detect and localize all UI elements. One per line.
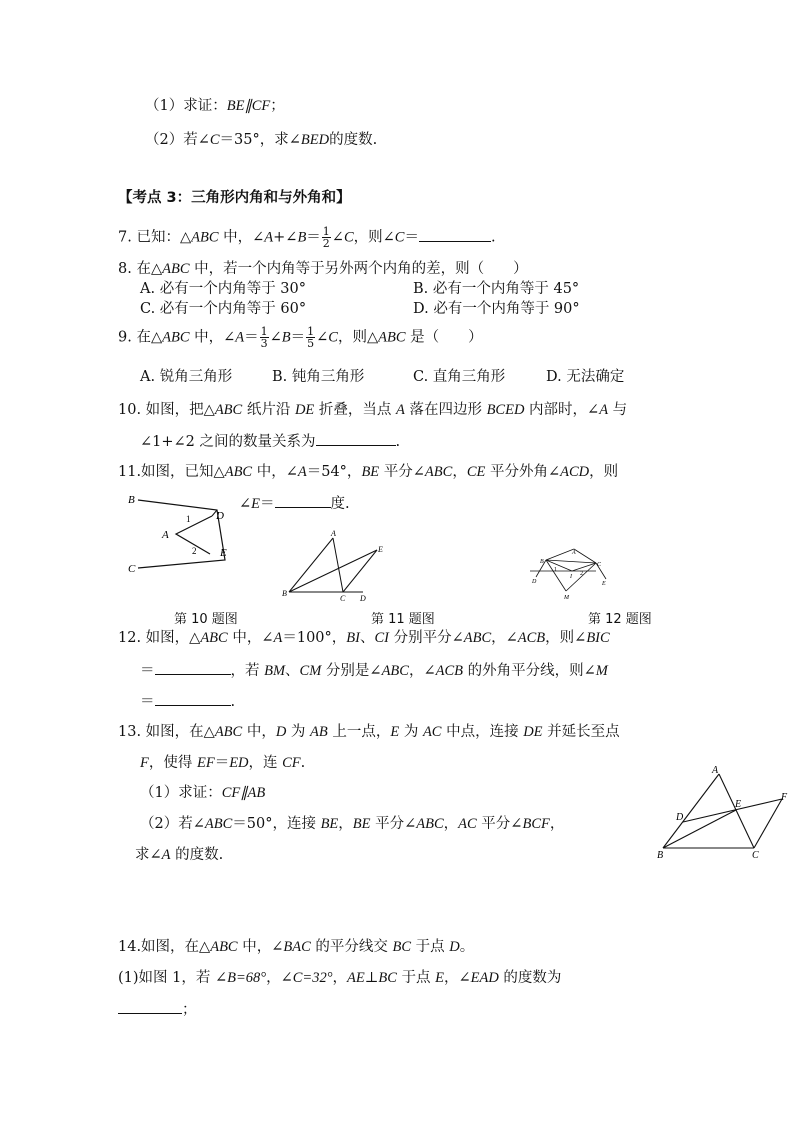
math-var: ABC bbox=[214, 724, 243, 740]
line-ce bbox=[343, 550, 377, 592]
question-10-line-1 bbox=[118, 400, 627, 420]
text: 11.如图，已知△ bbox=[118, 464, 225, 480]
text: 的外角平分线，则∠ bbox=[463, 663, 596, 679]
text: 中，∠ bbox=[237, 939, 284, 955]
text: ＝ bbox=[140, 694, 155, 710]
text: ， bbox=[338, 816, 353, 832]
text: 平分∠ bbox=[370, 816, 417, 832]
answer-blank[interactable] bbox=[275, 493, 331, 508]
label-b: B bbox=[540, 559, 544, 565]
text: 内部时，∠ bbox=[524, 402, 600, 418]
text: ＝100°， bbox=[282, 630, 347, 646]
question-12-line-1 bbox=[118, 628, 610, 648]
math-var: D bbox=[449, 939, 460, 955]
text: ，则△ bbox=[337, 329, 379, 346]
side-ab bbox=[289, 538, 333, 592]
caption-figure-12: 第 12 题图 bbox=[588, 612, 652, 627]
question-13-line-2 bbox=[140, 753, 305, 773]
text: 分别平分∠ bbox=[388, 630, 464, 646]
fraction-denominator: 3 bbox=[260, 337, 268, 350]
answer-blank[interactable] bbox=[118, 999, 182, 1014]
math-var: E bbox=[390, 724, 400, 740]
label-i: I bbox=[570, 574, 572, 580]
math-var: ABC bbox=[463, 630, 492, 646]
text: ， bbox=[443, 816, 459, 832]
math-var: BE bbox=[361, 464, 380, 480]
question-13-part-2-cont bbox=[135, 845, 223, 865]
math-var: BAC bbox=[283, 939, 311, 955]
text: 9. 在△ bbox=[118, 329, 163, 346]
text: ＝ bbox=[290, 329, 306, 346]
text: 分别是∠ bbox=[321, 663, 382, 679]
math-expr: CF∥AB bbox=[221, 785, 266, 801]
math-var: ABC bbox=[191, 229, 219, 246]
fraction-denominator: 5 bbox=[307, 337, 315, 350]
math-var: C bbox=[328, 329, 338, 346]
question-10-line-2 bbox=[140, 431, 400, 452]
fraction bbox=[322, 226, 331, 249]
math-var: ABC bbox=[214, 402, 243, 418]
question-13-line-1 bbox=[118, 722, 620, 742]
text: ⊥ bbox=[364, 970, 379, 986]
text: ＝ bbox=[260, 496, 275, 512]
text: . bbox=[300, 755, 306, 771]
question-7 bbox=[118, 226, 496, 249]
text: ，∠ bbox=[266, 970, 293, 986]
quad-outline bbox=[138, 500, 225, 568]
text: 并延长至点 bbox=[542, 724, 620, 740]
text: ＝ bbox=[404, 229, 419, 246]
question-12-line-3 bbox=[140, 691, 235, 712]
text: 中，∠ bbox=[227, 630, 274, 646]
question-13-part-1 bbox=[140, 783, 265, 803]
answer-blank[interactable] bbox=[155, 660, 231, 675]
question-8 bbox=[118, 259, 528, 279]
line-cf bbox=[754, 799, 782, 848]
question-12-line-2 bbox=[140, 660, 608, 681]
math-var: A bbox=[235, 329, 245, 346]
math-var: BC bbox=[392, 939, 412, 955]
math-var: BIC bbox=[586, 630, 610, 646]
text: 为 bbox=[399, 724, 423, 740]
text: 的度数. bbox=[170, 847, 224, 863]
text: 折叠，当点 bbox=[314, 402, 396, 418]
text: ∠ bbox=[239, 496, 252, 512]
label-e: E bbox=[602, 581, 606, 587]
math-var: ACB bbox=[435, 663, 463, 679]
text: 是（ ） bbox=[405, 329, 483, 346]
figure-10 bbox=[120, 488, 240, 578]
math-var: E bbox=[435, 970, 444, 986]
label-b: B bbox=[128, 494, 135, 506]
label-c: C bbox=[340, 594, 346, 602]
answer-blank[interactable] bbox=[419, 227, 491, 242]
text: ； bbox=[182, 1002, 197, 1018]
math-var: C bbox=[343, 229, 354, 246]
text: +∠ bbox=[273, 229, 298, 246]
question-14-line-1 bbox=[118, 937, 474, 957]
text: 10. 如图，把△ bbox=[118, 402, 215, 418]
math-var: B bbox=[297, 229, 307, 246]
math-var: ABC bbox=[210, 939, 238, 955]
text: 落在四边形 bbox=[404, 402, 487, 418]
side-ac bbox=[333, 538, 343, 592]
math-var: ABC bbox=[381, 663, 409, 679]
fraction-numerator: 1 bbox=[322, 225, 330, 238]
label-c: C bbox=[128, 563, 136, 575]
text: 上一点， bbox=[327, 724, 391, 740]
q9-option-a[interactable]: A. 锐角三角形 bbox=[140, 369, 233, 385]
label-angle-2: 2 bbox=[192, 546, 197, 556]
text: 13. 如图，在△ bbox=[118, 724, 215, 740]
math-expr: BE∥CF bbox=[226, 98, 271, 114]
text: ，若 bbox=[230, 663, 265, 679]
math-var: AE bbox=[347, 970, 365, 986]
math-var: ABC bbox=[204, 816, 233, 832]
math-var: DE bbox=[294, 402, 315, 418]
line-be bbox=[663, 810, 736, 848]
question-13-part-2 bbox=[140, 814, 564, 834]
text: ，∠ bbox=[408, 663, 436, 679]
math-var: B=68° bbox=[227, 970, 267, 986]
label-a: A bbox=[572, 550, 576, 556]
label-m: M bbox=[564, 595, 569, 601]
text: 的度数为 bbox=[498, 970, 562, 986]
text: 中，∠ bbox=[252, 464, 298, 480]
math-var: B bbox=[281, 329, 291, 346]
figure-13 bbox=[652, 762, 794, 862]
fraction-denominator: 2 bbox=[322, 237, 330, 250]
label-a: A bbox=[712, 765, 719, 776]
fraction-numerator: 1 bbox=[307, 325, 315, 338]
text: 中点，连接 bbox=[441, 724, 524, 740]
question-14-line-2 bbox=[118, 968, 561, 988]
math-var: BCED bbox=[486, 402, 525, 418]
text: . bbox=[230, 694, 236, 710]
label-d: D bbox=[216, 510, 224, 522]
text: 于点 bbox=[396, 970, 436, 986]
q8-option-d[interactable]: D. 必有一个内角等于 90° bbox=[413, 301, 580, 317]
text: ∠ bbox=[316, 329, 329, 346]
label-angle-2: 2 bbox=[580, 571, 583, 577]
line-ci bbox=[572, 563, 596, 571]
label-e: E bbox=[220, 547, 227, 559]
q9-option-c[interactable]: C. 直角三角形 bbox=[413, 369, 506, 385]
label-f: F bbox=[781, 792, 788, 803]
q9-option-d[interactable]: D. 无法确定 bbox=[546, 369, 625, 385]
math-var: A bbox=[396, 402, 405, 418]
math-var: CM bbox=[299, 663, 322, 679]
q8-option-b[interactable]: B. 必有一个内角等于 45° bbox=[413, 281, 580, 297]
math-var: A bbox=[273, 630, 283, 646]
text: 为 bbox=[286, 724, 311, 740]
text: 的度数. bbox=[329, 132, 378, 148]
math-var: EAD bbox=[470, 970, 499, 986]
math-var: A bbox=[264, 229, 274, 246]
question-11-line-2 bbox=[239, 493, 350, 514]
text: ∠1+∠2 之间的数量关系为 bbox=[140, 434, 316, 450]
math-var: A bbox=[161, 847, 171, 863]
label-d: D bbox=[676, 812, 684, 823]
math-var: E bbox=[251, 496, 261, 512]
text: ，则 bbox=[589, 464, 619, 480]
text: ， bbox=[332, 970, 348, 986]
math-var: BI bbox=[346, 630, 360, 646]
side-ac bbox=[719, 774, 754, 848]
label-d: D bbox=[532, 579, 537, 585]
math-var: AB bbox=[310, 724, 328, 740]
label-e: E bbox=[378, 545, 383, 554]
label-b: B bbox=[657, 850, 664, 861]
text: 纸片沿 bbox=[242, 402, 295, 418]
section-heading: 【考点 3：三角形内角和与外角和】 bbox=[118, 190, 351, 206]
math-var: A bbox=[297, 464, 307, 480]
text: ＝35°，求∠ bbox=[219, 132, 301, 148]
math-var: ABC bbox=[200, 630, 228, 646]
math-var: ABC bbox=[162, 261, 190, 277]
text: ∠ bbox=[269, 329, 282, 346]
text: 中，∠ bbox=[189, 329, 236, 346]
math-var: ED bbox=[229, 755, 249, 771]
q-prev-part-2 bbox=[145, 130, 377, 150]
text: 、 bbox=[285, 663, 300, 679]
math-var: BCF bbox=[522, 816, 550, 832]
text: ＝50°，连接 bbox=[232, 816, 321, 832]
fraction-numerator: 1 bbox=[260, 325, 268, 338]
text: （1）求证： bbox=[140, 785, 222, 801]
math-var: ABC bbox=[224, 464, 253, 480]
math-var: A bbox=[599, 402, 609, 418]
text: 平分外角∠ bbox=[485, 464, 561, 480]
text: （2）若∠ bbox=[140, 816, 205, 832]
math-var: BE bbox=[352, 816, 371, 832]
line-bc bbox=[546, 560, 596, 563]
answer-blank[interactable] bbox=[155, 691, 231, 706]
text: ，则∠ bbox=[353, 229, 395, 246]
line bbox=[574, 549, 596, 563]
side-ab bbox=[663, 774, 719, 848]
fraction bbox=[306, 326, 315, 349]
math-var: CE bbox=[466, 464, 486, 480]
punct: ； bbox=[270, 98, 285, 114]
math-var: ABC bbox=[424, 464, 453, 480]
q8-option-c[interactable]: C. 必有一个内角等于 60° bbox=[140, 301, 307, 317]
label-angle-1: 1 bbox=[186, 514, 191, 524]
text: 中，∠ bbox=[218, 229, 265, 246]
math-var: C bbox=[394, 229, 405, 246]
text: ＝54°， bbox=[306, 464, 362, 480]
text: 14.如图，在△ bbox=[118, 939, 211, 955]
q8-option-a[interactable]: A. 必有一个内角等于 30° bbox=[140, 281, 306, 297]
math-var: ACD bbox=[560, 464, 590, 480]
text: （2）若∠ bbox=[145, 132, 210, 148]
label-d: D bbox=[360, 594, 366, 602]
math-var: ABC bbox=[416, 816, 444, 832]
figure-11 bbox=[280, 528, 390, 602]
text: ，∠ bbox=[491, 630, 518, 646]
math-var: DE bbox=[523, 724, 543, 740]
text: 中，若一个内角等于另外两个内角的差，则（ ） bbox=[189, 261, 528, 277]
text: (1)如图 1，若 ∠ bbox=[118, 970, 228, 986]
caption-figure-11: 第 11 题图 bbox=[371, 612, 435, 627]
math-var: ABC bbox=[378, 329, 406, 346]
question-11-line-1 bbox=[118, 462, 618, 482]
line bbox=[546, 549, 574, 560]
text: ＝ bbox=[306, 229, 321, 246]
math-var: M bbox=[595, 663, 608, 679]
math-var: C bbox=[209, 132, 220, 148]
text: ∠ bbox=[331, 229, 344, 246]
text: ，连 bbox=[248, 755, 283, 771]
math-var: C=32° bbox=[292, 970, 333, 986]
q9-option-b[interactable]: B. 钝角三角形 bbox=[272, 369, 365, 385]
text: 8. 在△ bbox=[118, 261, 163, 277]
math-var: F bbox=[140, 755, 149, 771]
text: ＝ bbox=[244, 329, 259, 346]
figure-12 bbox=[526, 545, 610, 603]
math-var: CI bbox=[374, 630, 389, 646]
math-var: CF bbox=[282, 755, 301, 771]
label-e: E bbox=[735, 799, 742, 810]
text: ，使得 bbox=[148, 755, 197, 771]
label-b: B bbox=[282, 589, 287, 598]
question-14-line-3 bbox=[118, 999, 197, 1020]
text: ， bbox=[549, 816, 565, 832]
text: 平分∠ bbox=[476, 816, 523, 832]
text: 7. 已知：△ bbox=[118, 229, 192, 246]
math-var: ABC bbox=[162, 329, 190, 346]
math-var: BED bbox=[300, 132, 330, 148]
part-label: （1）求证： bbox=[145, 98, 227, 114]
text: 与 bbox=[608, 402, 628, 418]
line-be bbox=[289, 550, 377, 592]
q-prev-part-1 bbox=[145, 96, 285, 116]
answer-blank[interactable] bbox=[316, 431, 396, 446]
math-var: AC bbox=[422, 724, 442, 740]
text: ， bbox=[452, 464, 467, 480]
label-c: C bbox=[597, 562, 602, 568]
math-var: BM bbox=[264, 663, 286, 679]
text: . bbox=[490, 229, 496, 246]
text: 求∠ bbox=[135, 847, 162, 863]
fraction bbox=[260, 326, 269, 349]
label-a: A bbox=[162, 529, 169, 541]
text: ＝ bbox=[214, 755, 230, 771]
text: 度. bbox=[330, 496, 350, 512]
math-var: EF bbox=[196, 755, 215, 771]
math-var: ACB bbox=[517, 630, 546, 646]
caption-figure-10: 第 10 题图 bbox=[174, 612, 238, 627]
text: 。 bbox=[459, 939, 475, 955]
text: . bbox=[395, 434, 401, 450]
label-a: A bbox=[331, 529, 336, 538]
text: 于点 bbox=[411, 939, 450, 955]
question-9 bbox=[118, 326, 483, 349]
label-c: C bbox=[752, 850, 759, 861]
math-var: BC bbox=[378, 970, 397, 986]
text: ，则∠ bbox=[545, 630, 587, 646]
math-var: D bbox=[275, 724, 287, 740]
text: ，∠ bbox=[443, 970, 471, 986]
label-angle-1: 1 bbox=[554, 567, 557, 573]
text: 的平分线交 bbox=[310, 939, 393, 955]
text: ＝ bbox=[140, 663, 155, 679]
math-var: BE bbox=[320, 816, 339, 832]
text: 平分∠ bbox=[379, 464, 425, 480]
text: 中， bbox=[242, 724, 276, 740]
text: 、 bbox=[359, 630, 375, 646]
text: 12. 如图，△ bbox=[118, 630, 201, 646]
math-var: AC bbox=[458, 816, 477, 832]
